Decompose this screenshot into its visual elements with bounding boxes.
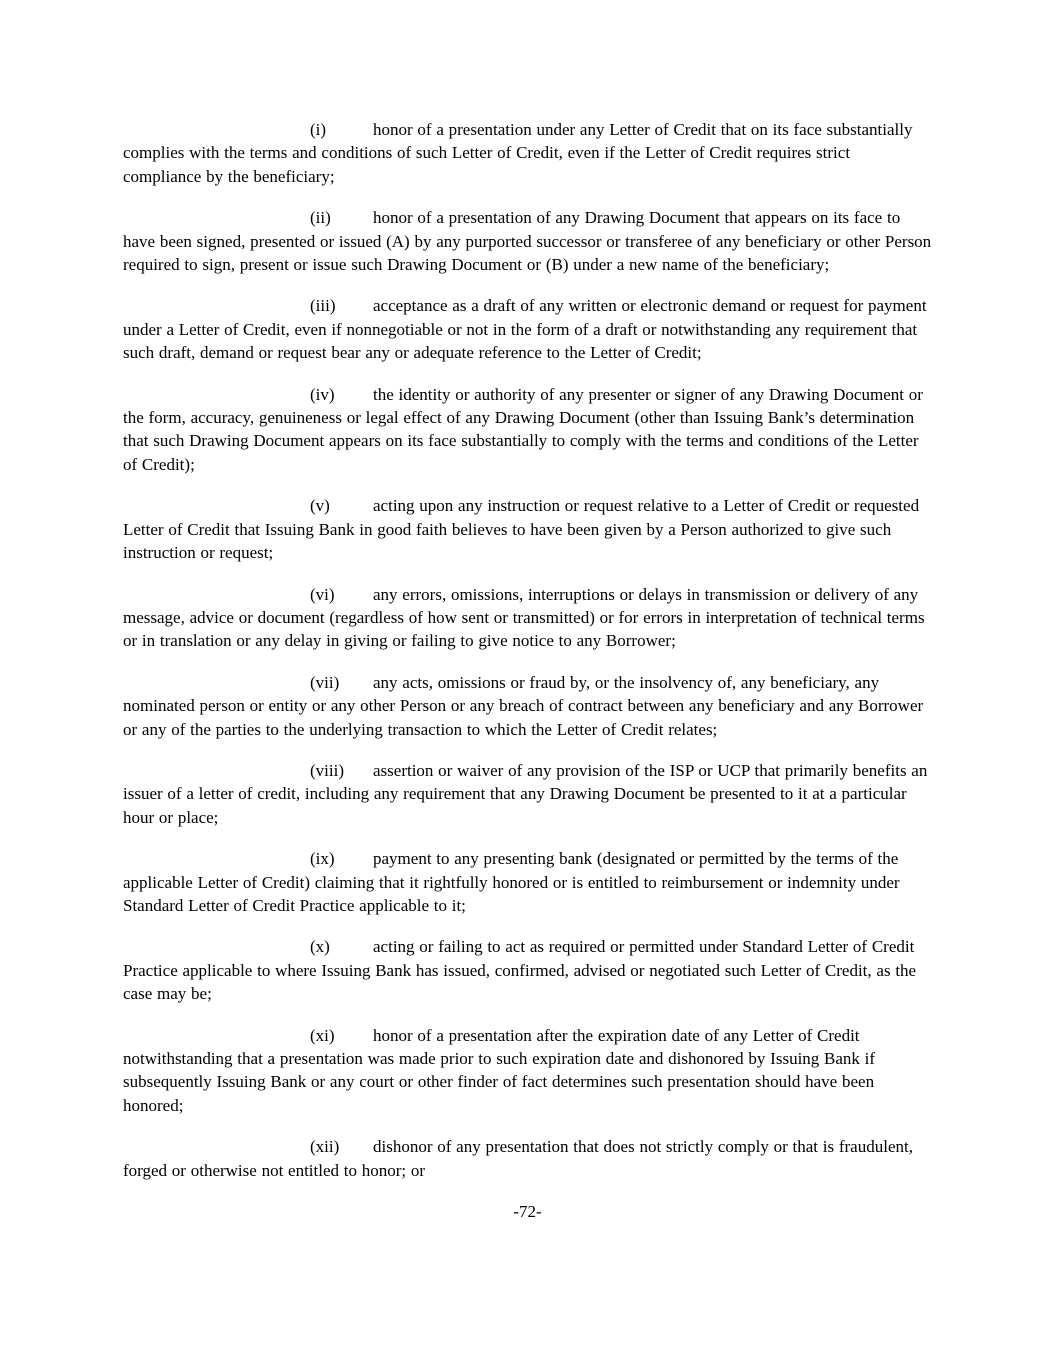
clause-text: dishonor of any presentation that does not strictly comply or that is fraudulent, forged or otherwise not entitled to honor; or [123, 1137, 913, 1180]
clause-text: any errors, omissions, interruptions or delays in transmission or delivery of any message, advice or document (regardless of how sent or transmitted) or for errors in interpretation of technical terms or in translation or any delay in giving or failing to give notice to any Borrower; [123, 584, 925, 651]
clause-vi [123, 583, 932, 653]
clause-text: honor of a presentation under any Letter of Credit that on its face substantially complies with the terms and conditions of such Letter of Credit, even if the Letter of Credit requires strict compliance by the beneficiary; [123, 120, 913, 186]
clause-viii [123, 759, 932, 829]
clause-text: acceptance as a draft of any written or electronic demand or request for payment under a Letter of Credit, even if nonnegotiable or not in the form of a draft or notwithstanding any requirement that such draft, demand or request bear any or adequate reference to the Letter of Credit; [123, 296, 927, 363]
clause-text: acting upon any instruction or request relative to a Letter of Credit or requested Letter of Credit that Issuing Bank in good faith believes to have been given by a Person authorized to give such instruction or request; [123, 496, 920, 563]
clause-text: any acts, omissions or fraud by, or the insolvency of, any beneficiary, any nominated person or entity or any other Person or any breach of contract between any beneficiary and any Borrower or any of the parties to the underlying transaction to which the Letter of Credit relates; [123, 672, 924, 739]
clause-ix [123, 847, 932, 917]
clause-text: payment to any presenting bank (designated or permitted by the terms of the applicable Letter of Credit) claiming that it rightfully honored or is entitled to reimbursement or indemnity under Standard Letter of Credit Practice applicable to it; [123, 849, 900, 915]
clause-number: (viii) [310, 760, 344, 780]
clause-number: (v) [310, 496, 330, 516]
clause-number: (i) [310, 120, 327, 139]
clause-number: (xi) [310, 1025, 335, 1045]
clause-xi [123, 1024, 932, 1118]
clause-text: assertion or waiver of any provision of the ISP or UCP that primarily benefits an issuer of a letter of credit, including any requirement that any Drawing Document be presented to it at a particular hour or place; [123, 760, 928, 827]
page-number: -72- [513, 1202, 542, 1222]
clause-i [123, 118, 932, 188]
clause-number: (x) [310, 937, 330, 957]
clause-number: (ix) [310, 849, 335, 869]
clause-vii [123, 671, 932, 741]
clause-number: (iv) [310, 384, 335, 404]
clause-number: (vii) [310, 672, 340, 692]
clause-number: (ii) [310, 208, 331, 228]
clause-text: acting or failing to act as required or permitted under Standard Letter of Credit Practice applicable to where Issuing Bank has issued, confirmed, advised or negotiated such Letter of Credit, as the case may be; [123, 937, 917, 1004]
clause-number: (vi) [310, 584, 335, 604]
clause-text: the identity or authority of any presenter or signer of any Drawing Document or the form, accuracy, genuineness or legal effect of any Drawing Document (other than Issuing Bank’s determination that such Drawing Document appears on its face substantially to comply with the terms and conditions of the Letter of Credit); [123, 384, 923, 474]
clause-xii [123, 1135, 932, 1182]
clause-text: honor of a presentation of any Drawing Document that appears on its face to have been signed, presented or issued (A) by any purported successor or transferee of any beneficiary or other Person required to sign, present or issue such Drawing Document or (B) under a new name of the beneficiary; [123, 208, 932, 275]
clause-x [123, 935, 932, 1005]
clause-text: honor of a presentation after the expiration date of any Letter of Credit notwithstanding that a presentation was made prior to such expiration date and dishonored by Issuing Bank if subsequently Issuing Bank or any court or other finder of fact determines such presentation should have been honored; [123, 1025, 876, 1115]
clause-iii [123, 294, 932, 364]
clause-v [123, 494, 932, 564]
clause-number: (iii) [310, 296, 336, 316]
clause-ii [123, 206, 932, 276]
clause-number: (xii) [310, 1137, 340, 1157]
clause-iv [123, 383, 932, 477]
